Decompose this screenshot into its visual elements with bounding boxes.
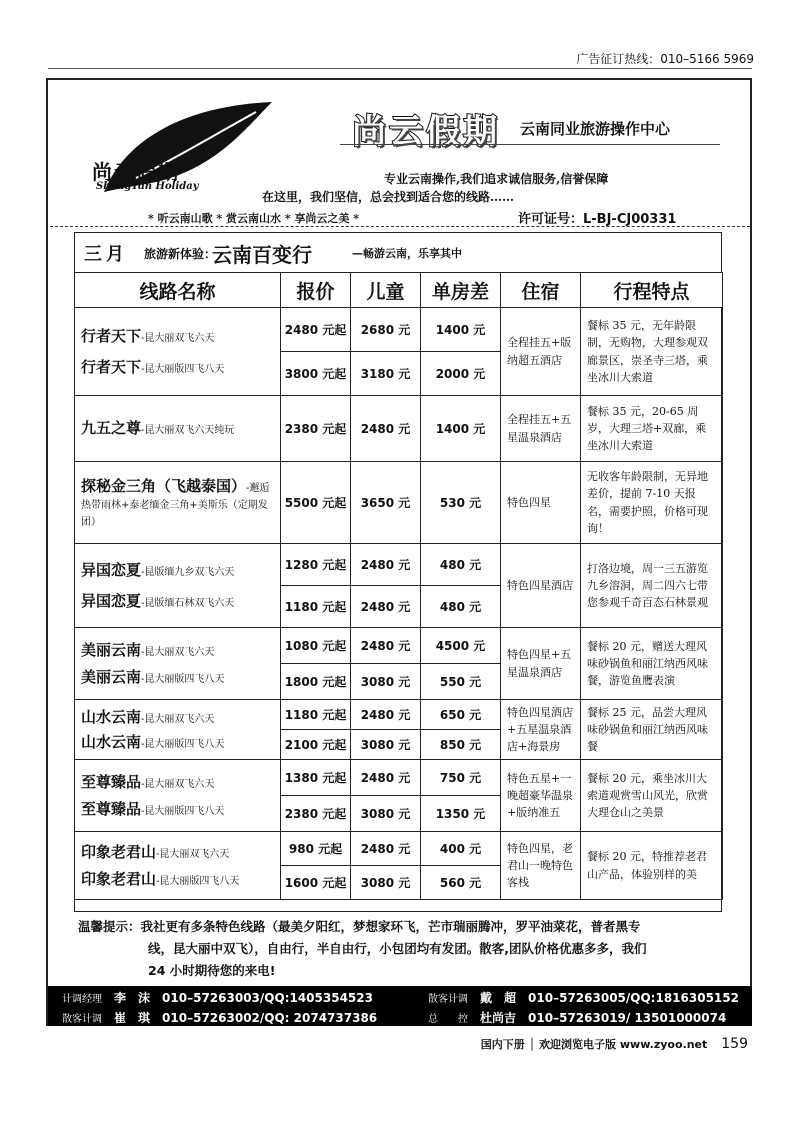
route-desc: -昆大丽版四飞八天 xyxy=(156,875,240,887)
price-cell: 3800 元起 xyxy=(281,352,351,396)
route-name: 行者天下 xyxy=(81,357,142,376)
child-cell: 2480 元 xyxy=(351,700,421,730)
col-stay: 住宿 xyxy=(501,273,581,308)
price-cell: 1380 元起 xyxy=(281,760,351,796)
route-name: 异国恋夏 xyxy=(81,561,142,579)
child-cell: 3080 元 xyxy=(351,664,421,700)
single-cell: 1400 元 xyxy=(421,308,501,352)
contact-bar xyxy=(48,986,752,1026)
route-line xyxy=(81,666,274,689)
route-line xyxy=(81,841,274,864)
stay-cell: 全程挂五+版纳超五酒店 xyxy=(501,308,581,396)
experience-label: 旅游新体验： xyxy=(144,247,217,261)
dashed-divider xyxy=(50,226,750,227)
price-cell: 2480 元起 xyxy=(281,308,351,352)
price-cell: 1180 元起 xyxy=(281,586,351,628)
features-cell: 餐标 20 元，赠送大理风味砂锅鱼和丽江纳西风味餐，游览鱼鹰表演 xyxy=(581,628,723,700)
single-cell: 4500 元 xyxy=(421,628,501,664)
price-cell: 2380 元起 xyxy=(281,796,351,832)
route-line xyxy=(81,639,274,662)
route-cell xyxy=(75,544,281,628)
table-row xyxy=(75,308,723,352)
stay-cell: 特色四星 xyxy=(501,462,581,544)
route-line xyxy=(81,417,274,440)
price-cell: 1180 元起 xyxy=(281,700,351,730)
tagline: * 听云南山歌 * 赏云南山水 * 享尚云之美 * xyxy=(148,212,359,225)
route-name: 探秘金三角（飞越泰国） xyxy=(81,476,247,495)
contact-entry: 散客计调 戴 超 010–57263005/QQ:1816305152 xyxy=(428,991,739,1005)
route-desc: -昆版缅九乡双飞六天 xyxy=(141,567,235,578)
features-cell: 无收客年龄限制，无异地差价，提前 7-10 天报名，需要护照，价格可现询！ xyxy=(581,462,723,544)
col-price: 报价 xyxy=(281,273,351,308)
logo-english-name: ShangYun Holiday xyxy=(96,181,199,192)
features-cell: 餐标 25 元，品尝大理风味砂锅鱼和丽江纳西风味餐 xyxy=(581,700,723,760)
route-name: 异国恋夏 xyxy=(81,591,142,610)
logo-chinese-name: 尚云假期 xyxy=(92,160,180,184)
child-cell: 3080 元 xyxy=(351,730,421,760)
route-cell xyxy=(75,462,281,544)
route-cell xyxy=(75,308,281,396)
single-cell: 550 元 xyxy=(421,664,501,700)
route-name: 至尊臻品 xyxy=(81,799,142,818)
price-cell: 2100 元起 xyxy=(281,730,351,760)
page-footer xyxy=(481,1036,748,1052)
route-cell xyxy=(75,396,281,462)
route-desc: -昆大丽双飞六天 xyxy=(141,779,215,790)
route-line xyxy=(81,475,274,531)
route-desc: -昆大丽双飞六天 xyxy=(156,849,230,860)
col-route: 线路名称 xyxy=(75,273,281,308)
contact-row xyxy=(48,986,752,1006)
price-cell: 1800 元起 xyxy=(281,664,351,700)
table-row xyxy=(75,396,723,462)
license-number: 许可证号：L-BJ-CJ00331 xyxy=(518,212,677,227)
col-child: 儿童 xyxy=(351,273,421,308)
route-name: 印象老君山 xyxy=(81,869,157,888)
route-desc: -邂逅热带雨林+泰老缅金三角+美斯乐（定期发团） xyxy=(81,482,270,528)
route-line xyxy=(81,771,274,794)
route-name: 美丽云南 xyxy=(81,641,142,659)
month-label: 三月 xyxy=(84,244,128,265)
single-cell: 1350 元 xyxy=(421,796,501,832)
col-features: 行程特点 xyxy=(581,273,723,308)
child-cell: 3650 元 xyxy=(351,462,421,544)
route-line xyxy=(81,731,274,754)
route-desc: -昆大丽版四飞八天 xyxy=(141,738,225,750)
route-line xyxy=(81,559,274,582)
route-line xyxy=(81,590,274,613)
table-row xyxy=(75,544,723,586)
tour-table xyxy=(74,272,723,900)
price-cell: 2380 元起 xyxy=(281,396,351,462)
experience-title: 云南百变行 xyxy=(212,243,312,267)
table-row xyxy=(75,628,723,664)
route-line xyxy=(81,325,274,348)
tip-line-1: 我社更有多条特色线路（最美夕阳红，梦想家环飞，芒市瑞丽腾冲，罗平油菜花，普者黑专 xyxy=(140,919,641,934)
single-cell: 530 元 xyxy=(421,462,501,544)
route-cell xyxy=(75,628,281,700)
route-cell xyxy=(75,760,281,832)
brand-underline xyxy=(340,144,720,145)
route-line xyxy=(81,706,274,729)
child-cell: 3180 元 xyxy=(351,352,421,396)
route-desc: -昆大丽版四飞八天 xyxy=(141,363,225,375)
route-line xyxy=(81,868,274,891)
child-cell: 2480 元 xyxy=(351,586,421,628)
route-desc: -昆大丽双飞六天 xyxy=(141,714,215,725)
price-cell: 980 元起 xyxy=(281,832,351,866)
table-row xyxy=(75,760,723,796)
features-cell: 打洛边境，周一三五游览九乡溶洞，周二四六七带您参观千奇百态石林景观 xyxy=(581,544,723,628)
route-name: 印象老君山 xyxy=(81,843,157,861)
child-cell: 3080 元 xyxy=(351,866,421,900)
child-cell: 2480 元 xyxy=(351,628,421,664)
route-name: 山水云南 xyxy=(81,732,142,751)
warm-tip xyxy=(78,916,728,982)
ad-hotline: 广告征订热线：010–5166 5969 xyxy=(576,52,754,66)
page-number: 159 xyxy=(721,1036,748,1052)
single-cell: 2000 元 xyxy=(421,352,501,396)
route-desc: -昆大丽版四飞八天 xyxy=(141,673,225,685)
route-desc: -昆大丽双飞六天 xyxy=(141,647,215,658)
tip-line-3: 24 小时期待您的来电! xyxy=(148,962,276,978)
route-name: 至尊臻品 xyxy=(81,773,142,791)
col-single: 单房差 xyxy=(421,273,501,308)
experience-subtitle: —畅游云南，乐享其中 xyxy=(352,247,462,260)
route-name: 美丽云南 xyxy=(81,667,142,686)
tip-label: 温馨提示： xyxy=(78,919,141,934)
features-cell: 餐标 20 元，乘坐冰川大索道观赏雪山风光，欣赏大理仓山之美景 xyxy=(581,760,723,832)
slogan-line-1: 专业云南操作,我们追求诚信服务,信誉保障 xyxy=(384,172,609,186)
stay-cell: 全程挂五+五星温泉酒店 xyxy=(501,396,581,462)
child-cell: 2680 元 xyxy=(351,308,421,352)
route-line xyxy=(81,798,274,821)
route-name: 山水云南 xyxy=(81,708,142,726)
contact-entry: 散客计调 崔 琪 010–57263002/QQ: 2074737386 xyxy=(62,1011,378,1025)
tip-line-2: 线，昆大丽中双飞），自由行，半自由行，小包团均有发团。散客,团队价格优惠多多，我们 xyxy=(148,940,647,956)
table-row xyxy=(75,832,723,866)
route-line xyxy=(81,356,274,379)
table-header-row xyxy=(75,273,723,308)
single-cell: 850 元 xyxy=(421,730,501,760)
route-desc: -昆大丽双飞六天纯玩 xyxy=(141,425,235,437)
child-cell: 2480 元 xyxy=(351,396,421,462)
top-rule xyxy=(48,68,752,69)
brand-name: 尚云假期 xyxy=(352,112,500,152)
child-cell: 2480 元 xyxy=(351,832,421,866)
price-cell: 5500 元起 xyxy=(281,462,351,544)
child-cell: 2480 元 xyxy=(351,544,421,586)
route-cell xyxy=(75,700,281,760)
single-cell: 400 元 xyxy=(421,832,501,866)
route-desc: -昆大丽版四飞八天 xyxy=(141,805,225,817)
single-cell: 1400 元 xyxy=(421,396,501,462)
price-cell: 1080 元起 xyxy=(281,628,351,664)
single-cell: 480 元 xyxy=(421,544,501,586)
brand-subtitle: 云南同业旅游操作中心 xyxy=(520,120,671,138)
stay-cell: 特色四星酒店 xyxy=(501,544,581,628)
contact-entry: 计调经理 李 沫 010–57263003/QQ:1405354523 xyxy=(62,991,373,1005)
route-name: 行者天下 xyxy=(81,327,142,345)
price-cell: 1600 元起 xyxy=(281,866,351,900)
features-cell: 餐标 20 元，特推荐老君山产品，体验别样的美 xyxy=(581,832,723,900)
stay-cell: 特色四星+五星温泉酒店 xyxy=(501,628,581,700)
stay-cell: 特色四星酒店+五星温泉酒店+海景房 xyxy=(501,700,581,760)
slogan-line-2: 在这里，我们坚信，总会找到适合您的线路…… xyxy=(262,190,515,204)
table-row xyxy=(75,462,723,544)
single-cell: 560 元 xyxy=(421,866,501,900)
single-cell: 480 元 xyxy=(421,586,501,628)
contact-row xyxy=(48,1006,752,1026)
route-desc: -昆版缅石林双飞六天 xyxy=(141,597,235,609)
single-cell: 750 元 xyxy=(421,760,501,796)
features-cell: 餐标 35 元，20-65 周岁，大理三塔+双廊，乘坐冰川大索道 xyxy=(581,396,723,462)
stay-cell: 特色五星+一晚超豪华温泉+版纳准五 xyxy=(501,760,581,832)
child-cell: 2480 元 xyxy=(351,760,421,796)
stay-cell: 特色四星，老君山一晚特色客栈 xyxy=(501,832,581,900)
route-cell xyxy=(75,832,281,900)
route-name: 九五之尊 xyxy=(81,419,142,438)
contact-entry: 总 控 杜尚吉 010–57263019/ 13501000074 xyxy=(428,1011,727,1025)
single-cell: 650 元 xyxy=(421,700,501,730)
route-desc: -昆大丽双飞六天 xyxy=(141,333,215,344)
child-cell: 3080 元 xyxy=(351,796,421,832)
features-cell: 餐标 35 元，无年龄限制，无购物，大理参观双廊景区，崇圣寺三塔，乘坐冰川大索道 xyxy=(581,308,723,396)
table-row xyxy=(75,700,723,730)
footer-text: 国内下册 │ 欢迎浏览电子版 www.zyoo.net xyxy=(480,1038,708,1051)
price-cell: 1280 元起 xyxy=(281,544,351,586)
